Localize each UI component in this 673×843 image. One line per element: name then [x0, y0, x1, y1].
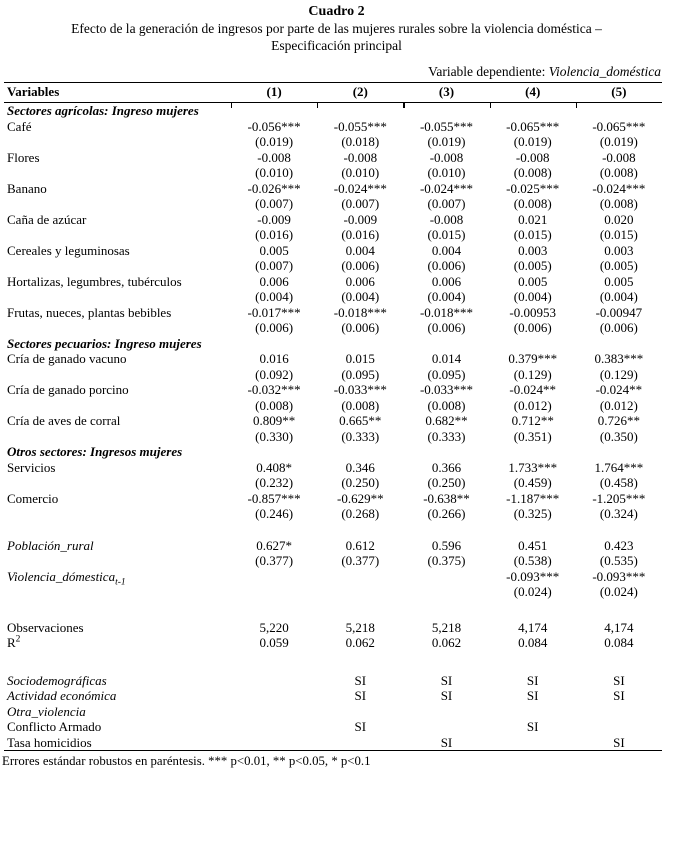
value-cell: SI [440, 672, 453, 688]
std-error-row [4, 429, 662, 445]
table-row [4, 212, 662, 228]
table-title: Cuadro 2 [308, 4, 365, 19]
column-header-5: (5) [611, 84, 627, 99]
std-error-row [4, 553, 662, 569]
value-cell: SI [354, 688, 367, 703]
table-header-row [4, 82, 662, 103]
row-label [4, 475, 231, 491]
value-cell: -0.025*** [506, 180, 560, 196]
se-cell: (0.095) [427, 366, 466, 382]
row-label: Cría de aves de corral [7, 413, 121, 428]
value-cell: -1.187*** [506, 490, 560, 506]
row-label [4, 429, 231, 445]
se-cell: (0.006) [427, 258, 466, 273]
se-cell: (0.535) [599, 553, 638, 568]
std-error-row [4, 320, 662, 336]
se-cell: (0.351) [513, 428, 552, 444]
std-error-row [4, 227, 662, 243]
value-cell [403, 569, 489, 585]
se-cell: (0.018) [341, 134, 380, 149]
se-cell: (0.095) [341, 366, 380, 382]
value-cell: 4,174 [518, 619, 548, 635]
se-cell: (0.006) [513, 320, 552, 335]
se-cell: (0.538) [513, 553, 552, 568]
se-cell: (0.007) [341, 196, 380, 211]
value-cell: -0.093*** [506, 568, 560, 584]
table-row [4, 538, 662, 554]
value-cell: 1.733*** [508, 459, 558, 475]
se-cell: (0.350) [599, 428, 638, 444]
value-cell [317, 569, 403, 585]
row-label: Cría de ganado vacuno [7, 351, 127, 366]
value-cell: 4,174 [604, 619, 634, 635]
subtitle-line-2: Especificación principal [271, 38, 402, 53]
se-cell [403, 584, 489, 600]
se-cell: (0.019) [513, 134, 552, 149]
value-cell: -0.008 [343, 149, 378, 165]
row-label: Frutas, nueces, plantas bebibles [7, 304, 172, 320]
value-cell: 0.004 [431, 242, 462, 258]
value-cell: 0.003 [518, 242, 548, 258]
value-cell: 0.005 [259, 242, 289, 258]
value-cell: SI [613, 672, 625, 688]
row-label [4, 289, 231, 305]
section-row [4, 444, 662, 460]
table-row [4, 119, 662, 135]
value-cell: 0.003 [604, 242, 634, 258]
value-cell: SI [613, 688, 625, 703]
se-cell: (0.008) [427, 397, 466, 413]
std-error-row [4, 398, 662, 414]
table-footnote: Errores estándar robustos en paréntesis. *** p<0.01, ** p<0.05, * p<0.1 [2, 754, 371, 768]
value-cell: SI [354, 672, 367, 688]
row-label [4, 196, 231, 212]
row-label: Cría de ganado porcino [7, 382, 129, 397]
se-cell: (0.005) [599, 258, 638, 273]
value-cell: 0.020 [604, 211, 634, 227]
value-cell: 0.383*** [594, 351, 644, 366]
table-row [4, 568, 662, 588]
se-cell: (0.006) [427, 320, 466, 335]
value-cell: 5,220 [259, 619, 289, 635]
variables-column-header: Variables [7, 84, 60, 99]
row-label: $R^2$ [7, 634, 21, 650]
value-cell: -0.009 [343, 211, 378, 227]
value-cell: -0.008 [257, 149, 291, 165]
row-label: Tasa homicidios [7, 734, 92, 750]
row-label [4, 367, 231, 383]
se-cell: (0.006) [599, 320, 638, 335]
value-cell [317, 735, 403, 751]
row-label: Cereales y leguminosas [7, 242, 130, 258]
se-cell: (0.015) [513, 227, 552, 242]
std-error-row [4, 258, 662, 274]
row-label: Conflicto Armado [7, 719, 102, 734]
row-label: Sociodemográficas [7, 672, 107, 688]
se-cell: (0.006) [341, 258, 380, 273]
se-cell: (0.377) [341, 553, 380, 568]
se-cell: (0.459) [513, 475, 552, 490]
value-cell: SI [526, 672, 539, 688]
se-cell: (0.330) [255, 428, 294, 444]
table-row [4, 274, 662, 290]
se-cell: (0.458) [599, 475, 638, 490]
std-error-row [4, 196, 662, 212]
se-cell: (0.006) [255, 320, 294, 335]
table-row [4, 704, 662, 720]
section-row [4, 336, 662, 352]
row-label: Comercio [7, 490, 59, 506]
column-divider-tick [231, 103, 232, 108]
std-error-row [4, 584, 662, 600]
se-cell [231, 584, 317, 600]
table-row [4, 305, 662, 321]
value-cell: -0.008 [429, 149, 464, 165]
std-error-row [4, 506, 662, 522]
row-label [4, 320, 231, 336]
row-label: Otra_violencia [7, 703, 86, 719]
se-cell: (0.129) [513, 366, 552, 382]
row-label: Población_rural [7, 537, 94, 553]
value-cell: 0.346 [345, 459, 375, 475]
se-cell: (0.008) [513, 165, 552, 180]
value-cell: -0.056*** [247, 118, 301, 134]
se-cell: (0.333) [341, 428, 380, 444]
value-cell: 0.016 [259, 351, 289, 366]
table-row [4, 460, 662, 476]
table-subtitle [0, 20, 673, 54]
value-cell [576, 704, 662, 720]
value-cell: -0.032*** [247, 382, 301, 397]
row-label: Caña de azúcar [7, 211, 87, 227]
row-label: Café [7, 118, 32, 134]
value-cell: 0.682** [425, 413, 468, 428]
table-row [4, 243, 662, 259]
se-cell: (0.015) [427, 227, 466, 242]
se-cell: (0.268) [341, 506, 380, 521]
value-cell: 0.809** [252, 413, 296, 428]
table-body [4, 103, 662, 750]
se-cell: (0.266) [427, 506, 466, 521]
se-cell: (0.012) [599, 397, 638, 413]
value-cell [231, 719, 317, 735]
row-label [4, 398, 231, 414]
se-cell: (0.024) [513, 584, 552, 599]
value-cell: -0.018*** [333, 304, 387, 320]
se-cell: (0.008) [255, 397, 294, 413]
value-cell: 0.021 [518, 211, 548, 227]
se-cell: (0.375) [427, 553, 466, 568]
se-cell: (0.019) [599, 134, 638, 149]
se-cell: (0.129) [599, 366, 638, 382]
value-cell [490, 735, 576, 751]
value-cell: 0.062 [431, 635, 462, 650]
table-row [4, 620, 662, 636]
value-cell: -0.093*** [592, 568, 646, 584]
spacer-row [4, 600, 662, 620]
value-cell: -0.024** [509, 382, 556, 397]
se-cell: (0.024) [599, 584, 638, 599]
value-cell [231, 673, 317, 689]
value-cell: 0.726** [597, 413, 641, 428]
value-cell: 0.014 [431, 351, 462, 366]
value-cell: -0.009 [257, 211, 291, 227]
se-cell: (0.250) [427, 475, 466, 490]
value-cell: -0.065*** [506, 118, 560, 134]
se-cell: (0.008) [513, 196, 552, 211]
se-cell: (0.006) [341, 320, 380, 335]
row-label: Sectores pecuarios: Ingreso mujeres [7, 335, 202, 351]
se-cell: (0.004) [513, 289, 552, 304]
se-cell: (0.004) [599, 289, 638, 304]
table-row [4, 150, 662, 166]
value-cell [576, 719, 662, 735]
row-label [4, 165, 231, 181]
value-cell [231, 569, 317, 585]
se-cell: (0.007) [255, 196, 294, 211]
table-row [4, 351, 662, 367]
table-row [4, 635, 662, 651]
se-cell: (0.015) [599, 227, 638, 242]
value-cell: 0.408* [256, 459, 292, 475]
value-cell: -1.205*** [592, 490, 646, 506]
table-row [4, 735, 662, 751]
table-row [4, 382, 662, 398]
se-cell: (0.007) [255, 258, 294, 273]
value-cell: SI [354, 719, 367, 734]
column-divider-tick [317, 103, 318, 108]
value-cell: 5,218 [431, 619, 462, 635]
spacer-row [4, 522, 662, 538]
column-divider-tick [490, 103, 491, 108]
column-header-4: (4) [525, 84, 541, 99]
value-cell: SI [440, 734, 453, 750]
se-cell [317, 584, 403, 600]
value-cell: 0.006 [345, 273, 375, 289]
row-label [4, 258, 231, 274]
value-cell: 0.712** [511, 413, 554, 428]
std-error-row [4, 367, 662, 383]
value-cell: -0.008 [429, 211, 464, 227]
value-cell: -0.024*** [592, 180, 646, 196]
spacer-row [4, 651, 662, 673]
column-header-2: (2) [352, 84, 368, 99]
se-cell: (0.010) [255, 165, 294, 180]
se-cell: (0.004) [255, 289, 294, 304]
row-label: Servicios [7, 459, 56, 475]
se-cell: (0.019) [255, 134, 294, 149]
se-cell: (0.008) [599, 196, 638, 211]
se-cell: (0.016) [255, 227, 294, 242]
row-label [4, 553, 231, 569]
se-cell: (0.250) [341, 475, 380, 490]
value-cell [231, 704, 317, 720]
value-cell: -0.017*** [247, 304, 301, 320]
value-cell: -0.008 [515, 149, 550, 165]
value-cell: 0.665** [339, 413, 382, 428]
column-header-3: (3) [438, 84, 455, 99]
value-cell: -0.00947 [595, 304, 643, 320]
regression-table [4, 82, 662, 751]
row-label: Hortalizas, legumbres, tubérculos [7, 273, 182, 289]
value-cell: -0.024** [595, 382, 643, 397]
se-cell: (0.012) [513, 397, 552, 413]
value-cell: 0.062 [345, 635, 375, 650]
dependent-variable-label: Variable dependiente: [428, 64, 549, 79]
std-error-row [4, 289, 662, 305]
value-cell: 0.006 [259, 273, 289, 289]
value-cell: SI [526, 688, 539, 703]
value-cell: -0.026*** [247, 180, 301, 196]
se-cell: (0.010) [427, 165, 466, 180]
value-cell: -0.055*** [333, 118, 387, 134]
table-row [4, 688, 662, 704]
value-cell: -0.065*** [592, 118, 646, 134]
value-cell: -0.018*** [419, 304, 474, 320]
table-row [4, 719, 662, 735]
row-label: Banano [7, 180, 47, 196]
column-divider-tick [576, 103, 577, 108]
std-error-row [4, 165, 662, 181]
row-label [4, 506, 231, 522]
value-cell: -0.629** [336, 490, 384, 506]
value-cell: 0.005 [604, 273, 634, 289]
value-cell [403, 704, 489, 720]
value-cell: 0.006 [431, 273, 462, 289]
column-divider-tick [403, 103, 404, 108]
se-cell: (0.325) [513, 506, 552, 521]
se-cell: (0.005) [513, 258, 552, 273]
value-cell: -0.033*** [333, 382, 387, 397]
row-label: Violencia_dómestica$_{t-1}$ [7, 568, 126, 588]
value-cell: 0.451 [518, 537, 548, 553]
value-cell [231, 735, 317, 751]
table-row [4, 181, 662, 197]
value-cell: SI [440, 688, 453, 703]
table-row [4, 673, 662, 689]
row-label: Flores [7, 149, 40, 165]
row-label [4, 584, 231, 600]
std-error-row [4, 134, 662, 150]
value-cell: -0.033*** [419, 382, 474, 397]
value-cell: -0.00953 [509, 304, 556, 320]
dependent-variable-caption [0, 64, 673, 80]
se-cell: (0.004) [427, 289, 466, 304]
se-cell: (0.092) [255, 366, 294, 382]
value-cell: 5,218 [345, 619, 375, 635]
value-cell: 0.015 [345, 351, 375, 366]
se-cell: (0.010) [341, 165, 380, 180]
value-cell: -0.024*** [419, 180, 474, 196]
row-label: Sectores agrícolas: Ingreso mujeres [7, 103, 199, 118]
subtitle-line-1: Efecto de la generación de ingresos por parte de las mujeres rurales sobre la violencia doméstica – [71, 21, 602, 36]
value-cell: -0.055*** [419, 118, 474, 134]
value-cell: 0.059 [259, 635, 289, 650]
value-cell: 0.596 [431, 537, 462, 553]
row-label: Otros sectores: Ingresos mujeres [7, 444, 183, 459]
value-cell: -0.008 [602, 149, 636, 165]
value-cell [403, 719, 489, 735]
value-cell: SI [613, 734, 625, 750]
row-label: Actividad económica [7, 688, 117, 703]
se-cell: (0.246) [255, 506, 294, 521]
value-cell: -0.638** [423, 490, 470, 506]
se-cell: (0.008) [599, 165, 638, 180]
se-cell: (0.333) [427, 428, 466, 444]
se-cell: (0.019) [427, 134, 466, 149]
dependent-variable-name: Violencia_doméstica [548, 64, 661, 79]
value-cell: 0.379*** [508, 351, 558, 366]
column-header-1: (1) [266, 84, 282, 99]
table-row [4, 491, 662, 507]
se-cell: (0.377) [255, 553, 294, 568]
value-cell [317, 704, 403, 720]
value-cell: -0.857*** [247, 490, 301, 506]
value-cell: 0.004 [345, 242, 375, 258]
section-row [4, 103, 662, 119]
se-cell: (0.004) [341, 289, 380, 304]
value-cell: 0.366 [431, 459, 462, 475]
value-cell [490, 704, 576, 720]
row-label [4, 134, 231, 150]
se-cell: (0.232) [255, 475, 294, 490]
se-cell: (0.016) [341, 227, 380, 242]
value-cell: 0.005 [518, 273, 548, 289]
value-cell [231, 688, 317, 704]
value-cell: 0.612 [345, 537, 375, 553]
se-cell: (0.008) [341, 397, 380, 413]
se-cell: (0.324) [599, 506, 638, 521]
se-cell: (0.007) [427, 196, 466, 211]
value-cell: 0.423 [604, 537, 634, 553]
value-cell: 1.764*** [594, 459, 644, 475]
value-cell: 0.084 [518, 635, 548, 650]
table-row [4, 413, 662, 429]
row-label: Observaciones [7, 619, 84, 635]
value-cell: SI [526, 719, 539, 734]
value-cell: 0.627* [256, 537, 292, 553]
value-cell: 0.084 [604, 635, 634, 650]
row-label [4, 227, 231, 243]
value-cell: -0.024*** [333, 180, 387, 196]
std-error-row [4, 475, 662, 491]
